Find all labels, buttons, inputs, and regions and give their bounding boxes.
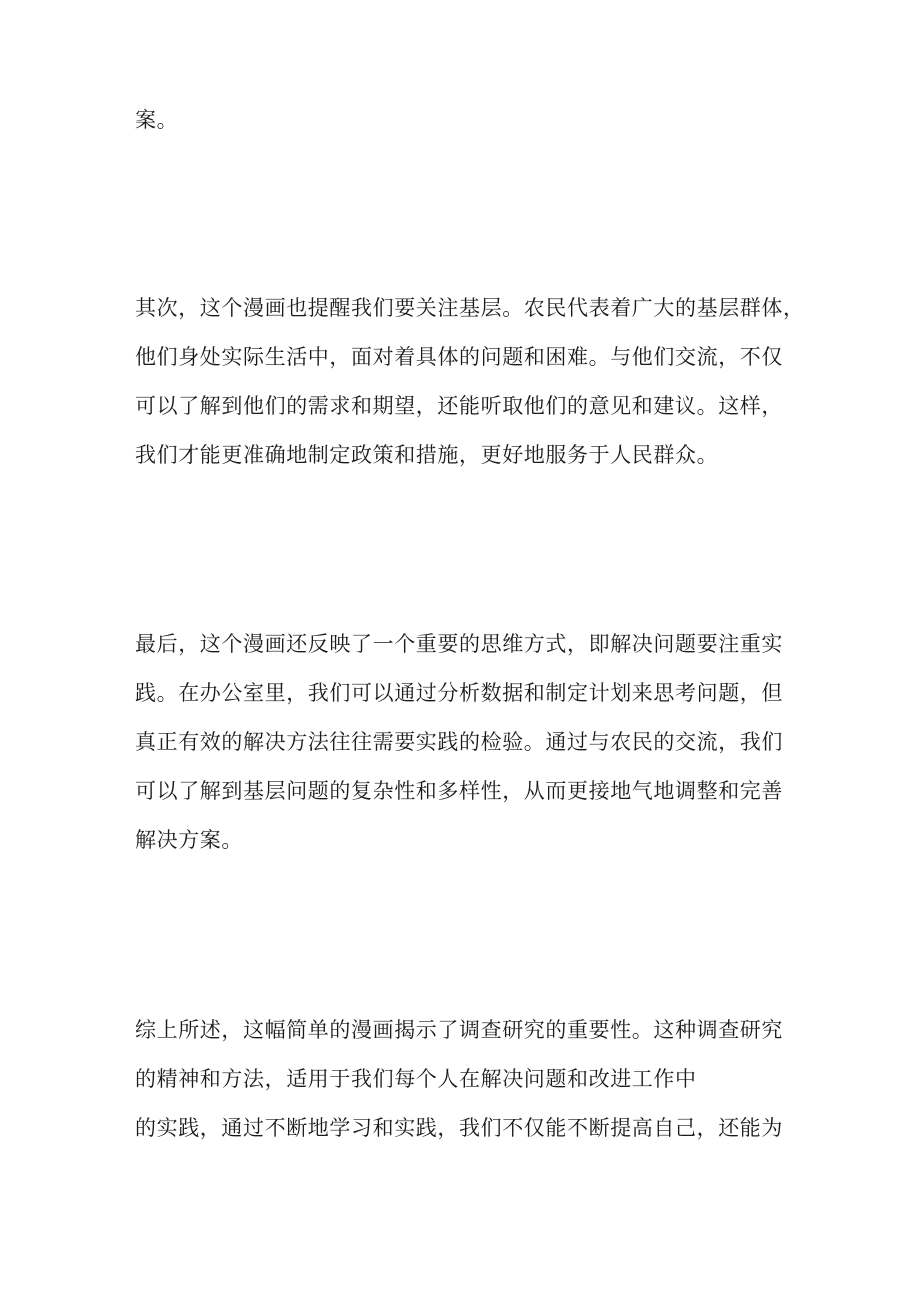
text-line: 可以了解到基层问题的复杂性和多样性，从而更接地气地调整和完善 <box>135 779 783 803</box>
text-line: 的精神和方法，适用于我们每个人在解决问题和改进工作中 <box>135 1067 697 1091</box>
text-line: 其次，这个漫画也提醒我们要关注基层。农民代表着广大的基层群体， <box>135 296 805 320</box>
text-line: 他们身处实际生活中，面对着具体的问题和困难。与他们交流，不仅 <box>135 345 783 369</box>
text-line: 案。 <box>135 108 179 132</box>
text-line: 真正有效的解决方法往往需要实践的检验。通过与农民的交流，我们 <box>135 730 783 754</box>
text-line: 解决方案。 <box>135 828 243 852</box>
text-line: 我们才能更准确地制定政策和措施，更好地服务于人民群众。 <box>135 443 719 467</box>
text-line: 综上所述，这幅简单的漫画揭示了调查研究的重要性。这种调查研究 <box>135 1018 783 1042</box>
text-line: 最后，这个漫画还反映了一个重要的思维方式，即解决问题要注重实 <box>135 632 783 656</box>
text-line: 可以了解到他们的需求和期望，还能听取他们的意见和建议。这样， <box>135 394 783 418</box>
text-line: 的实践，通过不断地学习和实践，我们不仅能不断提高自己，还能为 <box>135 1116 783 1140</box>
text-line: 践。在办公室里，我们可以通过分析数据和制定计划来思考问题，但 <box>135 681 783 705</box>
